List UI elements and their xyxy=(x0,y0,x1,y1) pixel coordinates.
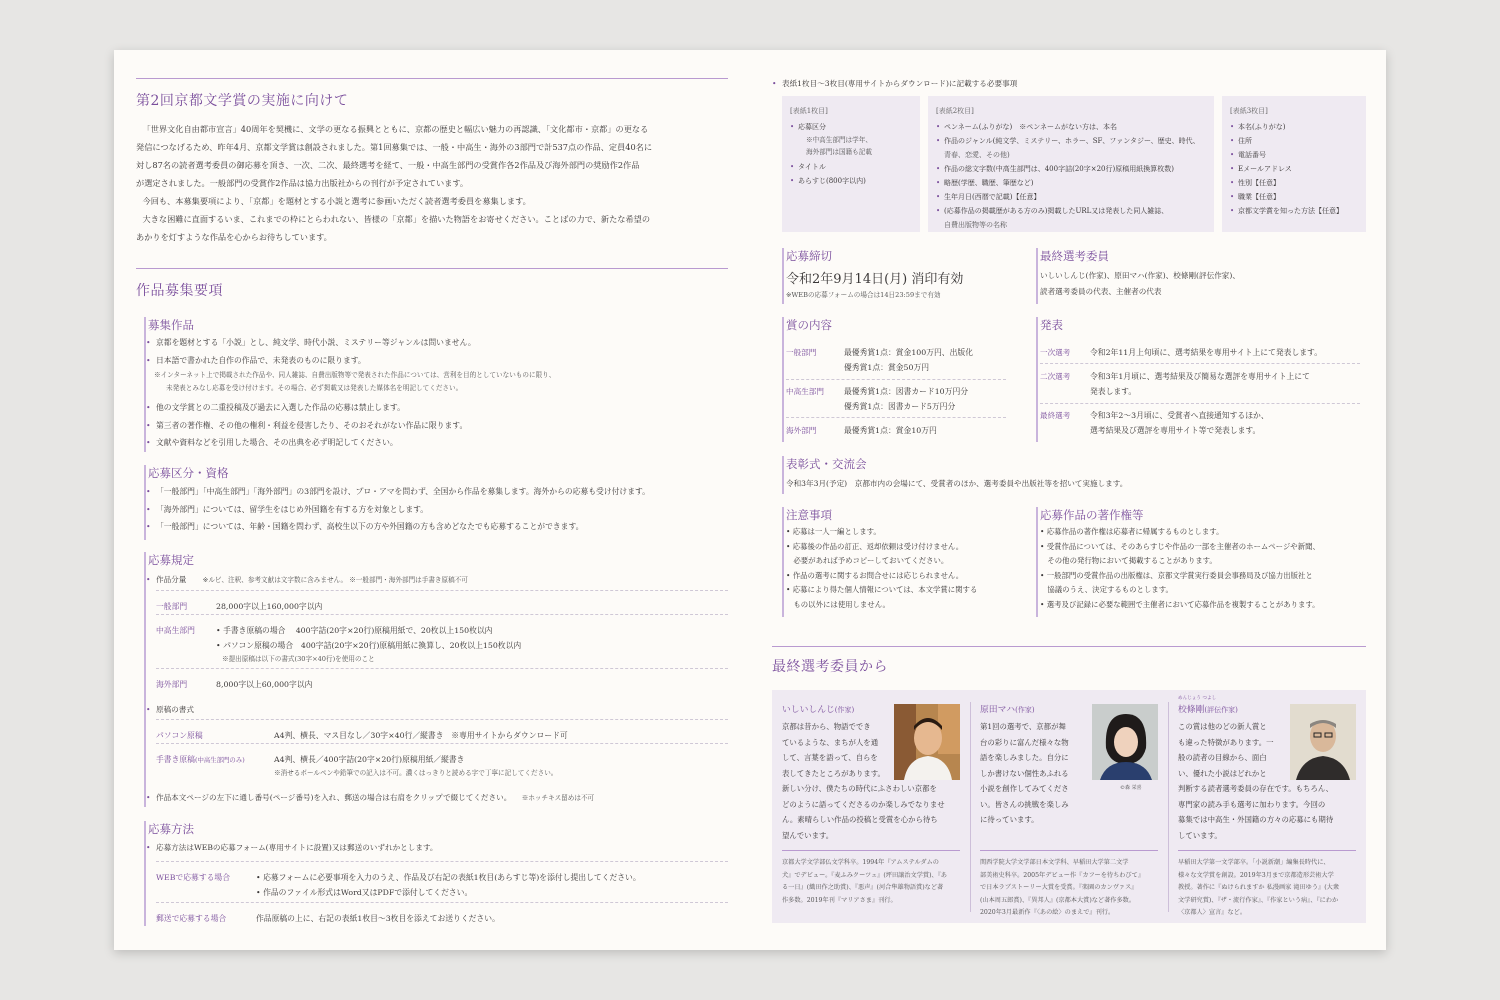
youth-label: 中高生部門 xyxy=(156,626,195,635)
comment-line: して、言葉を語って、自らを xyxy=(782,753,878,762)
notices-list xyxy=(786,525,977,612)
cover2-item: • 生年月日(西暦で記載)【任意】 xyxy=(936,190,1206,204)
youth-line: • 手書き原稿の場合 400字詰(20字×20行)原稿用紙で、20枚以上150枚以内 xyxy=(216,626,493,635)
ceremony-section xyxy=(782,456,1366,494)
judge-bio xyxy=(1178,850,1356,920)
list-item: • 選考及び記録に必要な範囲で主催者において応募作品を複製することがあります。 xyxy=(1040,599,1320,609)
cover3-item: • 京都文学賞を知った方法【任意】 xyxy=(1230,204,1358,218)
works-list xyxy=(146,399,726,452)
judge-photo xyxy=(1290,704,1356,780)
list-item: • 「一般部門」「中高生部門」「海外部門」の3部門を設け、プロ・アマを問わず、全国から作品を募集します。海外からの応募も受け付けます。 xyxy=(146,483,726,501)
prize-youth-label: 中高生部門 xyxy=(786,387,824,396)
method-title: 応募方法 xyxy=(148,822,194,836)
from-judges-title: 最終選考委員から xyxy=(772,659,888,675)
note-text: ※インターネット上で掲載された作品や、同人雑誌、自費出版物等で発表された作品については、営利を目的としていないものに限り、 xyxy=(154,371,556,379)
overseas-value: 8,000字以上60,000字以内 xyxy=(216,680,313,689)
intro-paragraph: あかりを灯すような作品を心からお待ちしています。 xyxy=(136,232,332,242)
cover2-sub: 自費出版物等の名称 xyxy=(944,221,1007,229)
copyright-list xyxy=(1040,525,1320,612)
announce-section xyxy=(1036,317,1366,442)
deadline-note: ※WEBの応募フォームの場合は14日23:59まで有効 xyxy=(786,291,941,299)
works-notes xyxy=(146,369,555,395)
photo-credit: ©森 栄喜 xyxy=(1120,785,1142,791)
volume-note: ※ルビ、注釈、参考文献は文字数に含みません。 ※一般部門・海外部門は手書き原稿不可 xyxy=(202,576,468,584)
copyright-title: 応募作品の著作権等 xyxy=(1040,508,1144,522)
judge-ishii xyxy=(772,690,970,923)
judge-role: (評伝作家) xyxy=(1204,706,1238,714)
divider xyxy=(1040,403,1360,404)
comment-line: 新しい分け、僕たちの時代にふさわしい京都を xyxy=(782,784,937,793)
overseas-label: 海外部門 xyxy=(156,680,188,689)
method-text: 応募方法はWEBの応募フォーム(専用サイトに設置)又は郵送のいずれかとします。 xyxy=(156,843,438,852)
mail-row xyxy=(156,902,728,923)
list-item: • 文献や資料などを引用した場合、その出典を必ず明記してください。 xyxy=(146,434,726,452)
cover3-item: • 性別【任意】 xyxy=(1230,176,1358,190)
overseas-row xyxy=(156,668,728,689)
cover3-item: • 住所 xyxy=(1230,134,1358,148)
web-row xyxy=(156,861,728,897)
announce-line: 令和3年2～3月頃に、受賞者へ直接通知するほか、 xyxy=(1090,411,1269,420)
bio-line: 京都大学文学部仏文学科卒。1994年『アムステルダムの xyxy=(782,859,939,866)
announce-line: 発表します。 xyxy=(1090,387,1137,396)
method-item: • 応募方法はWEBの応募フォーム(専用サイトに設置)又は郵送のいずれかとします。 xyxy=(146,843,438,852)
divider xyxy=(136,268,728,269)
intro-paragraph: 「世界文化自由都市宣言」40周年を契機に、文学の更なる振興とともに、京都の歴史と幅広い魅力の再認識、「文化都市・京都」の更なる xyxy=(142,124,649,134)
web-values xyxy=(256,870,641,900)
bio-line: 部美術史科卒。2005年デビュー作『カフーを待ちわびて』 xyxy=(980,871,1145,879)
comment-line: ているような、まちが人を通 xyxy=(782,737,879,747)
cover3-item: • 電話番号 xyxy=(1230,148,1358,162)
hand-label-text: 手書き原稿 xyxy=(156,755,195,764)
prize-overseas xyxy=(786,423,1006,439)
prize-general-label: 一般部門 xyxy=(786,348,817,357)
judge-role: (作家) xyxy=(834,706,855,714)
brochure-spread xyxy=(114,50,1386,950)
cover2-item: • 作品の総文字数(中高生部門は、400字詰(20字×20行)原稿用紙換算枚数) xyxy=(936,162,1206,176)
works-title: 募集作品 xyxy=(148,318,194,332)
cover1-title: [表紙1枚目] xyxy=(790,107,828,115)
list-item: • 一般部門の受賞作品の出版権は、京都文学賞実行委員会事務局及び協力出版社と xyxy=(1040,570,1313,580)
hand-row xyxy=(156,743,728,777)
list-item: その他の発行物において掲載することがあります。 xyxy=(1040,556,1217,565)
list-item: • 他の文学賞との二重投稿及び過去に入選した作品の応募は禁止します。 xyxy=(146,399,726,417)
works-list xyxy=(146,334,726,369)
cover3-box xyxy=(1222,96,1366,232)
list-item: もの以外には使用しません。 xyxy=(786,599,890,609)
cover2-item: • 略歴(学歴、職歴、筆歴など) xyxy=(936,176,1206,190)
comment-line: この賞は他のどの新人賞と xyxy=(1178,722,1267,731)
paging-text: 作品本文ページの左下に通し番号(ページ番号)を入れ、郵送の場合は右肩をクリップで綴じてください。 xyxy=(156,793,512,802)
format-label: 原稿の書式 xyxy=(156,705,194,714)
announce-final-label: 最終選考 xyxy=(1040,411,1071,420)
cover2-item: • (応募作品の掲載歴がある方のみ)掲載したURL又は発表した同人雑誌、 xyxy=(936,204,1206,218)
notices-section xyxy=(782,507,1022,617)
prize-line: 最優秀賞1点：賞金100万円、出版化 xyxy=(844,348,973,357)
eligibility-title: 応募区分・資格 xyxy=(148,466,229,480)
cover3-title: [表紙3枚目] xyxy=(1230,107,1268,115)
list-item: • 第三者の著作権、その他の権利・利益を侵害したり、そのおそれがない作品に限ります。 xyxy=(146,417,726,435)
comment-line: に待っています。 xyxy=(980,815,1039,824)
judge-menjo xyxy=(1168,690,1366,923)
list-item: • 応募により得た個人情報については、本文学賞に関する xyxy=(786,585,978,594)
prize-overseas-label: 海外部門 xyxy=(786,426,817,435)
general-value: 28,000字以上160,000字以内 xyxy=(216,602,323,611)
intro-title: 第2回京都文学賞の実施に向けて xyxy=(136,93,349,109)
deadline-date: 令和2年9月14日(月) 消印有効 xyxy=(786,272,964,287)
judge-photo xyxy=(1092,704,1158,780)
method-section xyxy=(144,821,728,926)
list-item: • 応募は一人一編とします。 xyxy=(786,527,881,536)
comment-line: 小説を創作してみてくださ xyxy=(980,784,1069,793)
general-label: 一般部門 xyxy=(156,602,188,611)
paging-note: ※ホッチキス留めは不可 xyxy=(521,794,595,802)
mail-value: 作品原稿の上に、右記の表紙1枚目～3枚目を添えてお送りください。 xyxy=(256,914,500,923)
ceremony-text: 令和3年3月(予定) 京都市内の会場にて、受賞者のほか、選考委員や出版社等を招いて実施します。 xyxy=(786,479,1128,488)
hand-label-sub: (中高生部門のみ) xyxy=(194,756,245,764)
comment-line: 京都は昔から、物語ででき xyxy=(782,722,871,731)
cover2-item: • ペンネーム(ふりがな) ※ペンネームがない方は、本名 xyxy=(936,120,1206,134)
cover2-sub: 青春、恋愛、その他) xyxy=(944,151,1010,159)
cover1-item: • あらすじ(800字以内) xyxy=(790,174,912,188)
cover2-item: • 作品のジャンル(純文学、ミステリー、ホラー、SF、ファンタジー、歴史、時代、 xyxy=(936,134,1206,148)
prize-youth xyxy=(786,384,1006,416)
prize-line: 最優秀賞1点：賞金10万円 xyxy=(844,426,937,435)
comment-line: い。皆さんの挑戦を楽しみ xyxy=(980,799,1069,809)
cover1-item: • 応募区分 xyxy=(790,120,912,134)
note-text: 未発表とみなし応募を受け付けます。その場合、必ず掲載又は発表した媒体名を明記してください。 xyxy=(166,384,463,392)
intro-paragraph: 大きな困難に直面するいま、これまでの枠にとらわれない、皆様の「京都」を描いた物語をお寄せください。ことばの力で、新たな希望の xyxy=(142,214,651,224)
volume-label: 作品分量 xyxy=(156,575,187,584)
comment-line: 台の彩りに富んだ様々な物 xyxy=(980,737,1069,747)
announce-first-label: 一次選考 xyxy=(1040,348,1071,357)
hand-values xyxy=(274,752,557,779)
cover1-item: • タイトル xyxy=(790,160,912,174)
comment-line: しか書けない個性あふれる xyxy=(980,768,1069,778)
works-section xyxy=(144,317,728,452)
bio-line: 作多数。2019年刊『マリアさま』刊行。 xyxy=(782,896,897,904)
list-item: 必要があれば予めコピーしておいてください。 xyxy=(786,556,949,565)
intro-paragraph: 発信につなげるため、昨年4月、京都文学賞は創設されました。第1回募集では、一般・中高生・海外の3部門で計537点の作品、定員40名に xyxy=(136,142,653,152)
cover3-item: • 本名(ふりがな) xyxy=(1230,120,1358,134)
list-item: 協議のうえ、決定するものとします。 xyxy=(1040,585,1173,594)
bio-line: る一日』(織田作之助賞)、『悪声』(河合隼雄物語賞)など著 xyxy=(782,884,944,891)
divider xyxy=(772,646,1366,647)
comment-line: しています。 xyxy=(1178,830,1222,840)
bio-line: 関西学院大学文学部日本文学科、早稲田大学第二文学 xyxy=(980,859,1129,866)
web-line: • 作品のファイル形式はWord又はPDFで添付してください。 xyxy=(256,888,473,897)
final-judges-line: 読者選考委員の代表、主催者の代表 xyxy=(1040,287,1162,296)
list-item: • 作品の選考に関するお問合せには応じられません。 xyxy=(786,570,964,580)
bio-line: で日本ラブストーリー大賞を受賞。『楽園のカンヴァス』 xyxy=(980,884,1138,891)
judges-panel xyxy=(772,690,1366,923)
bio-line: 文学研究賞)、『ザ・流行作家』、『作家という病』、『にわか xyxy=(1178,896,1339,904)
deadline-title: 応募締切 xyxy=(786,249,832,263)
announce-title: 発表 xyxy=(1040,318,1063,332)
divider xyxy=(1040,363,1360,364)
divider xyxy=(136,78,728,79)
intro-paragraph: 対し87名の読者選考委員の御応募を頂き、一次、二次、最終選考を経て、一般・中高生部門の受賞作各2作品及び海外部門の奨励作2作品 xyxy=(136,160,640,170)
prize-line: 優秀賞1点：賞金50万円 xyxy=(844,363,930,372)
judge-name-text: いしいしんじ xyxy=(782,705,835,715)
judge-bio xyxy=(782,850,960,907)
general-row xyxy=(156,590,728,611)
web-line: • 応募フォームに必要事項を入力のうえ、作品及び右記の表紙1枚目(あらすじ等)を添付し提出してください。 xyxy=(256,873,641,882)
divider xyxy=(786,417,1006,418)
bio-line: 犬』でデビュー。『麦ふみクーツェ』(坪田譲治文学賞)、『あ xyxy=(782,871,947,879)
deadline-section xyxy=(782,248,1012,304)
youth-line: • パソコン原稿の場合 400字詰(20字×20行)原稿用紙に換算し、20枚以上150枚以内 xyxy=(216,641,522,650)
ceremony-title: 表彰式・交流会 xyxy=(786,457,867,471)
announce-line: 令和2年11月上旬頃に、選考結果を専用サイト上にて発表します。 xyxy=(1090,348,1323,357)
comment-line: い、優れた小説はどれかと xyxy=(1178,768,1267,778)
judge-ruby: めんじょう つよし xyxy=(1178,696,1217,701)
pc-label: パソコン原稿 xyxy=(156,731,203,740)
list-item: • 受賞作品については、そのあらすじや作品の一部を主催者のホームページや新聞、 xyxy=(1040,541,1320,551)
list-item: • 応募後の作品の訂正、返却依頼は受け付けません。 xyxy=(786,541,964,551)
cover-heading-text: 表紙1枚目～3枚目(専用サイトからダウンロード)に記載する必要事項 xyxy=(782,79,1018,88)
volume-row: • 作品分量 ※ルビ、注釈、参考文献は文字数に含みません。 ※一般部門・海外部門は手書き原稿不可 xyxy=(146,575,468,584)
comment-line: 望んでいます。 xyxy=(782,830,834,840)
cover1-box xyxy=(782,96,920,232)
bio-line: 〈京都人〉宣言』など。 xyxy=(1178,909,1247,916)
intro-text xyxy=(136,120,728,246)
paging-item: • 作品本文ページの左下に通し番号(ページ番号)を入れ、郵送の場合は右肩をクリップで綴じてください。 ※ホッチキス留めは不可 xyxy=(146,793,595,802)
bio-line: 2020年3月最新作『〈あの絵〉のまえで』刊行。 xyxy=(980,909,1115,916)
list-item: • 応募作品の著作権は応募者に帰属するものとします。 xyxy=(1040,527,1224,536)
prize-line: 最優秀賞1点：図書カード10万円分 xyxy=(844,387,969,396)
comment-line: 般の読者の目線から、面白 xyxy=(1178,753,1267,762)
copyright-section xyxy=(1036,507,1366,617)
judge-name-text: 原田マハ xyxy=(980,705,1016,715)
announce-second xyxy=(1040,369,1360,401)
cover-heading: • 表紙1枚目～3枚目(専用サイトからダウンロード)に記載する必要事項 xyxy=(772,79,1018,88)
right-page xyxy=(772,50,1366,950)
eligibility-section xyxy=(144,465,728,540)
cover3-item: • 職業【任意】 xyxy=(1230,190,1358,204)
list-item: • 京都を題材とする「小説」とし、純文学、時代小説、ミステリー等ジャンルは問いません。 xyxy=(146,334,726,352)
judge-name-text: 校條剛 xyxy=(1178,705,1205,715)
rules-title: 応募規定 xyxy=(148,553,194,567)
youth-note: ※提出原稿は以下の書式(30字×40行)を使用のこと xyxy=(222,655,375,663)
eligibility-list xyxy=(146,483,726,536)
hand-value: A4判、横長／400字詰(20字×20行)原稿用紙／縦書き xyxy=(274,755,465,764)
mail-label: 郵送で応募する場合 xyxy=(156,914,227,923)
hand-label xyxy=(156,752,245,768)
judge-photo xyxy=(894,704,960,780)
comment-line: どのように語ってくださるのか楽しみでなりませ xyxy=(782,799,945,809)
cover3-item: • Eメールアドレス xyxy=(1230,162,1358,176)
list-item: • 「海外部門」については、留学生をはじめ外国籍を有する方を対象とします。 xyxy=(146,501,726,519)
judge-harada xyxy=(970,690,1168,923)
cover2-box xyxy=(928,96,1214,232)
judge-role: (作家) xyxy=(1015,706,1035,714)
prizes-title: 賞の内容 xyxy=(786,318,832,332)
intro-paragraph: 今回も、本募集要項により、「京都」を題材とする小説と選考に参画いただく読者選考委員を募集します。 xyxy=(142,196,531,206)
announce-second-label: 二次選考 xyxy=(1040,372,1071,381)
pc-value: A4判、横長、マス目なし／30字×40行／縦書き ※専用サイトからダウンロード可 xyxy=(274,731,568,740)
list-item: • 「一般部門」については、年齢・国籍を問わず、高校生以下の方や外国籍の方も含めどなたでも応募することができます。 xyxy=(146,518,726,536)
web-label: WEBで応募する場合 xyxy=(156,873,231,882)
prizes-section xyxy=(782,317,1012,442)
bio-line: 教授。著作に『ぬけられますか 私漫画家 滝田ゆう』(大衆 xyxy=(1178,884,1340,891)
prize-line: 優秀賞1点：図書カード5万円分 xyxy=(844,402,956,411)
guidelines-title: 作品募集要項 xyxy=(136,283,223,299)
final-judges-title: 最終選考委員 xyxy=(1040,249,1109,263)
bio-line: 様々な文学賞を創設。2019年3月まで京都造形芸術大学 xyxy=(1178,871,1334,879)
pc-row xyxy=(156,719,728,740)
comment-line: 表してきたところがあります。 xyxy=(782,768,885,778)
comment-line: 専門家の読み手も選考に加わります。今回の xyxy=(1178,799,1326,809)
announce-first xyxy=(1040,345,1360,361)
list-item: • 日本語で書かれた自作の作品で、未発表のものに限ります。 xyxy=(146,352,726,370)
announce-final xyxy=(1040,408,1360,440)
hand-note: ※消せるボールペンや鉛筆での記入は不可。濃くはっきりと読める字で丁寧に記してください。 xyxy=(274,769,558,777)
youth-row xyxy=(156,614,728,663)
notices-title: 注意事項 xyxy=(786,508,832,522)
rules-section xyxy=(144,552,728,807)
comment-line: ん。素晴らしい作品の投稿と受賞を心から待ち xyxy=(782,815,938,824)
cover2-title: [表紙2枚目] xyxy=(936,107,974,115)
announce-line: 選考結果及び選評を専用サイト等で発表します。 xyxy=(1090,426,1261,435)
divider xyxy=(786,379,1006,380)
judge-bio xyxy=(980,850,1158,920)
comment-line: 第1回の選考で、京都が舞 xyxy=(980,722,1066,731)
prize-general xyxy=(786,345,1006,377)
left-page xyxy=(136,50,728,950)
announce-line: 令和3年1月頃に、選考結果及び簡易な選評を専用サイト上にて xyxy=(1090,372,1310,381)
comment-line: 募集では中高生・外国籍の方々の応募にも期待 xyxy=(1178,815,1334,824)
cover1-sub: 海外部門は国籍も記載 xyxy=(806,148,872,156)
youth-values xyxy=(216,623,521,665)
final-judges-section xyxy=(1036,248,1366,304)
cover1-sub: ※中高生部門は学年、 xyxy=(806,136,872,144)
comment-line: 語を楽しみました。自分に xyxy=(980,753,1069,762)
final-judges-line: いしいしんじ(作家)、原田マハ(作家)、校條剛(評伝作家)、 xyxy=(1040,271,1240,280)
comment-line: 判断する読者選考委員の存在です。もちろん、 xyxy=(1178,784,1334,793)
intro-paragraph: が選定されました。一般部門の受賞作2作品は協力出版社からの刊行が予定されています。 xyxy=(136,178,469,188)
comment-line: も違った特徴があります。一 xyxy=(1178,737,1274,747)
bio-line: (山本周五郎賞)、『異邦人』(京都本大賞)など著作多数。 xyxy=(980,896,1136,904)
format-item: • 原稿の書式 xyxy=(146,705,194,714)
bio-line: 早稲田大学第一文学部卒。「小説新潮」編集長時代に、 xyxy=(1178,859,1330,866)
